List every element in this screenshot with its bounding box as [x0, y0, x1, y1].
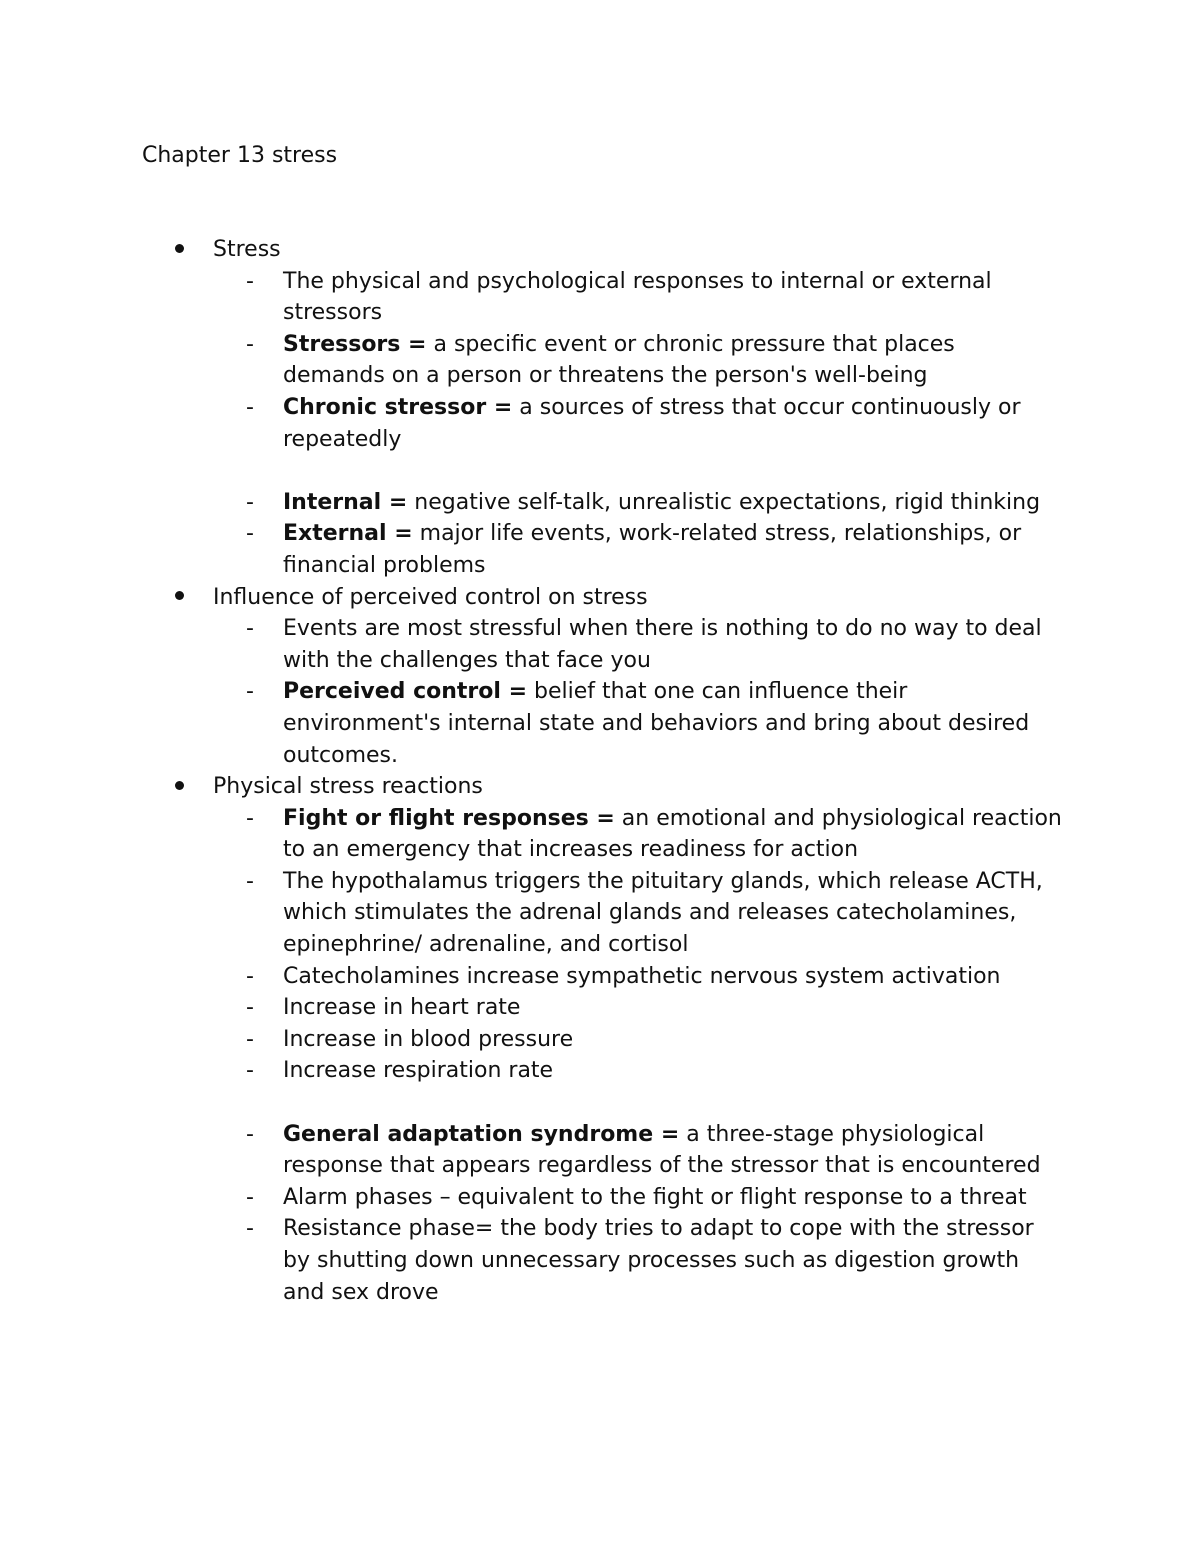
definition-text: a sources of stress that occur continuously or repeatedly	[283, 394, 1021, 452]
definition-text: an emotional and physiological reaction to an emergency that increases readiness for action	[283, 805, 1062, 863]
definition-text: a specific event or chronic pressure that places demands on a person or threatens the person's well-being	[283, 331, 955, 389]
definition-text: Alarm phases – equivalent to the fight or flight response to a threat	[283, 1184, 1027, 1210]
dash-marker: -	[246, 331, 254, 357]
sub-item	[0, 1119, 1063, 1182]
sub-item	[0, 518, 1063, 581]
sub-item	[0, 392, 1063, 455]
term-label: Fight or flight responses =	[283, 805, 615, 831]
sub-item	[0, 866, 1063, 961]
bullet-heading: Stress	[213, 237, 281, 262]
bullet-item	[0, 234, 1073, 266]
definition-text: a three-stage physiological response that appears regardless of the stressor that is encountered	[283, 1121, 1041, 1179]
dash-marker: -	[246, 1026, 254, 1052]
definition-text: major life events, work-related stress, relationships, or financial problems	[283, 521, 1022, 578]
bullet-heading: Influence of perceived control on stress	[213, 584, 648, 610]
sub-item	[0, 1182, 1063, 1214]
definition-text: belief that one can influence their environment's internal state and behaviors and bring about desired outcomes.	[283, 679, 1030, 768]
definition-text: negative self-talk, unrealistic expectations, rigid thinking	[407, 489, 1041, 515]
dash-marker: -	[246, 679, 254, 705]
dash-marker: -	[246, 963, 254, 989]
dash-marker: -	[246, 521, 254, 547]
blank-line	[0, 1087, 1200, 1119]
bullet-marker	[172, 582, 186, 614]
bullet-marker	[172, 234, 186, 266]
dash-marker: -	[246, 616, 254, 642]
term-label: Chronic stressor =	[283, 394, 513, 420]
sub-item	[0, 803, 1063, 866]
definition-text: Increase in blood pressure	[283, 1026, 574, 1052]
sub-item	[0, 961, 1063, 993]
dash-marker: -	[246, 805, 254, 831]
sub-item	[0, 1024, 1063, 1056]
bullet-heading: Physical stress reactions	[213, 774, 483, 800]
dash-marker: -	[246, 394, 254, 420]
bullet-item	[0, 771, 1073, 803]
definition-text: Catecholamines increase sympathetic nervous system activation	[283, 963, 1001, 989]
sub-item	[0, 487, 1063, 519]
definition-text: Increase respiration rate	[283, 1058, 554, 1084]
dash-marker: -	[246, 1184, 254, 1210]
dash-marker: -	[246, 995, 254, 1021]
sub-item	[0, 266, 1063, 329]
dash-marker: -	[246, 868, 254, 894]
notes-content	[0, 234, 1200, 1308]
definition-text: The hypothalamus triggers the pituitary glands, which release ACTH, which stimulates the adrenal glands and releases catecholamines, epinephrine/ adrenaline, and cortisol	[283, 868, 1043, 958]
definition-text: Resistance phase= the body tries to adapt to cope with the stressor by shutting down unnecessary processes such as digestion growth and sex drove	[283, 1216, 1034, 1305]
sub-item	[0, 329, 1063, 392]
page-title: Chapter 13 stress	[142, 143, 338, 168]
dash-marker: -	[246, 1121, 254, 1147]
sub-item	[0, 676, 1063, 771]
term-label: Perceived control =	[283, 679, 527, 705]
sub-item	[0, 613, 1063, 676]
blank-line	[0, 455, 1200, 487]
sub-item	[0, 1055, 1063, 1087]
dash-marker: -	[246, 1058, 254, 1084]
dash-marker: -	[246, 489, 254, 515]
term-label: Stressors =	[283, 331, 427, 357]
term-label: External =	[283, 521, 413, 547]
sub-item	[0, 992, 1063, 1024]
term-label: Internal =	[283, 489, 408, 515]
dash-marker: -	[246, 1216, 254, 1242]
dash-marker: -	[246, 268, 254, 294]
term-label: General adaptation syndrome =	[283, 1121, 680, 1147]
definition-text: Increase in heart rate	[283, 995, 521, 1021]
bullet-item	[0, 582, 1073, 614]
bullet-marker	[172, 771, 186, 803]
definition-text: Events are most stressful when there is nothing to do no way to deal with the challenges that face you	[283, 616, 1042, 673]
definition-text: The physical and psychological responses to internal or external stressors	[283, 268, 992, 326]
sub-item	[0, 1213, 1063, 1308]
